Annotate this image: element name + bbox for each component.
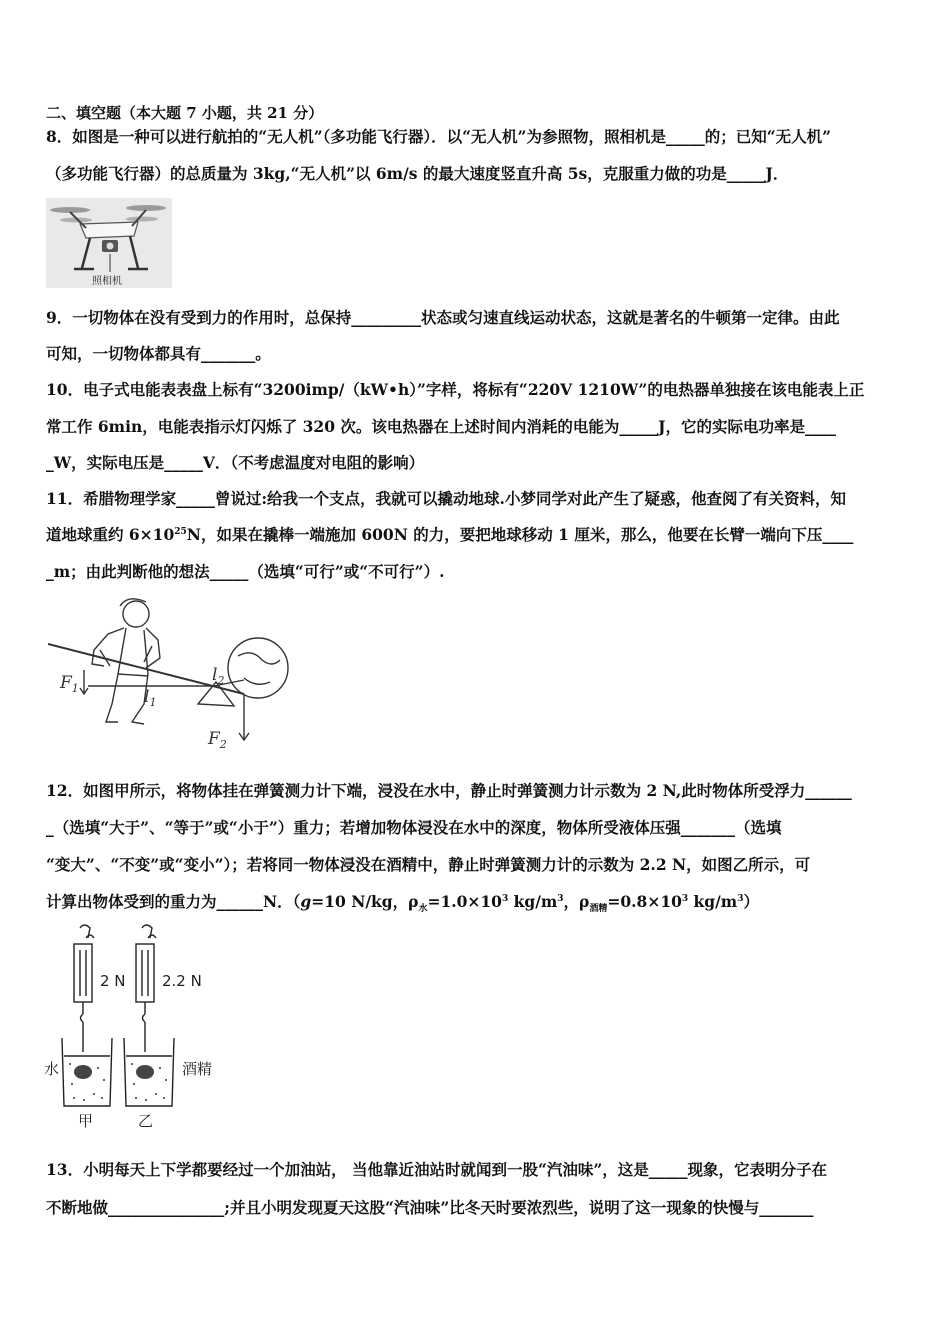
q10-line-2: 常工作 6min，电能表指示灯闪烁了 320 次。该电热器在上述时间内消耗的电能为_____J，它的实际电功率是____ xyxy=(46,417,836,436)
q13-line-2: 不断地做_______________;并且小明发现夏天这股“汽油味”比冬天时要浓烈些，说明了这一现象的快慢与_______ xyxy=(46,1198,814,1217)
q11-line-2 xyxy=(46,525,853,545)
q12-line-4-e: ，ρ xyxy=(563,892,590,911)
label-yi: 乙 xyxy=(138,1112,154,1130)
label-f2: F xyxy=(208,729,220,749)
svg-text:F2 xyxy=(207,729,227,751)
exp-1: 3 xyxy=(501,893,509,904)
svg-text:l2 xyxy=(212,665,224,687)
q12-line-4-f: =0.8×10 xyxy=(607,892,682,911)
q9-line-2: 可知，一切物体都具有_______。 xyxy=(46,344,271,363)
q11-line-3: _m；由此判断他的想法_____（选填“可行”或“不可行”）. xyxy=(46,562,445,581)
exp-3: 3 xyxy=(681,893,689,904)
rho-water-sub: 水 xyxy=(418,904,428,915)
q11-exponent: 25 xyxy=(174,526,187,537)
q12-line-4-c: =1.0×10 xyxy=(427,892,502,911)
label-f1-sub: 1 xyxy=(71,682,79,695)
q12-line-1: 12．如图甲所示，将物体挂在弹簧测力计下端，浸没在水中，静止时弹簧测力计示数为 2 N,此时物体所受浮力______ xyxy=(46,781,852,800)
q12-line-4-i: ） xyxy=(743,892,759,911)
label-alcohol: 酒精 xyxy=(182,1060,213,1078)
q10-line-1: 10．电子式电能表表盘上标有“3200imp/（kW•h）”字样，将标有“220V 1210W”的电热器单独接在该电能表上正 xyxy=(46,380,865,399)
q12-line-4-a: 计算出物体受到的重力为______N．（ xyxy=(46,892,301,911)
svg-text:F1 xyxy=(59,673,79,695)
exp-2: 3 xyxy=(557,893,564,904)
label-f1: F xyxy=(60,673,72,693)
q12-line-4-h: kg/m xyxy=(688,892,738,911)
q12-line-4-d: kg/m xyxy=(508,892,558,911)
q9-line-1: 9．一切物体在没有受到力的作用时，总保持_________状态或匀速直线运动状态，这就是著名的牛顿第一定律。由此 xyxy=(46,308,840,327)
q12-line-2: _（选填“大于”、“等于”或“小于”）重力；若增加物体浸没在水中的深度，物体所受液体压强_______（选填 xyxy=(46,818,782,837)
label-l2-sub: 2 xyxy=(217,674,225,687)
camera-label: 照相机 xyxy=(92,276,122,287)
rho-alcohol-sub: 酒精 xyxy=(589,904,608,915)
exp-4: 3 xyxy=(737,893,744,904)
q12-line-4-b: =10 N/kg，ρ xyxy=(311,892,419,911)
q11-line-1: 11．希腊物理学家_____曾说过:给我一个支点，我就可以撬动地球.小梦同学对此产生了疑惑，他查阅了有关资料，知 xyxy=(46,489,846,508)
q13-line-1: 13．小明每天上下学都要经过一个加油站， 当他靠近油站时就闻到一股“汽油味”，这是_____现象，它表明分子在 xyxy=(46,1160,828,1179)
q12-line-4 xyxy=(46,892,759,915)
label-water: 水 xyxy=(44,1060,60,1078)
spring-scale-illustration xyxy=(44,922,244,1132)
q12-line-3: “变大”、“不变”或“变小”）；若将同一物体浸没在酒精中，静止时弹簧测力计的示数为 2.2 N，如图乙所示，可 xyxy=(46,855,811,874)
reading-jia: 2 N xyxy=(100,972,126,990)
lever-illustration xyxy=(48,594,298,754)
q10-line-3: _W，实际电压是_____V．（不考虑温度对电阻的影响） xyxy=(46,453,425,472)
q11-line-2-start: 道地球重约 6×10 xyxy=(46,525,175,544)
label-l1: l xyxy=(144,687,150,707)
drone-illustration xyxy=(46,198,172,288)
drone-figure xyxy=(46,198,172,288)
q8-line-1: 8．如图是一种可以进行航拍的“无人机”（多功能飞行器）．以“无人机”为参照物，照相机是_____的；已知“无人机” xyxy=(46,127,832,146)
label-l1-sub: 1 xyxy=(149,696,157,709)
reading-yi: 2.2 N xyxy=(162,972,202,990)
label-l2: l xyxy=(212,665,218,685)
lever-figure xyxy=(48,594,298,754)
q8-line-2: （多功能飞行器）的总质量为 3kg,“无人机”以 6m/s 的最大速度竖直升高 5s，克服重力做的功是_____J． xyxy=(46,164,789,183)
g-symbol: g xyxy=(300,892,312,911)
svg-text:l1 xyxy=(144,687,156,709)
section-title: 二、填空题（本大题 7 小题，共 21 分） xyxy=(46,104,324,122)
label-jia: 甲 xyxy=(78,1112,94,1130)
label-f2-sub: 2 xyxy=(219,738,227,751)
spring-scale-figure xyxy=(44,922,244,1132)
q11-line-2-end: N，如果在撬棒一端施加 600N 的力，要把地球移动 1 厘米，那么，他要在长臂一端向下压____ xyxy=(186,525,854,544)
